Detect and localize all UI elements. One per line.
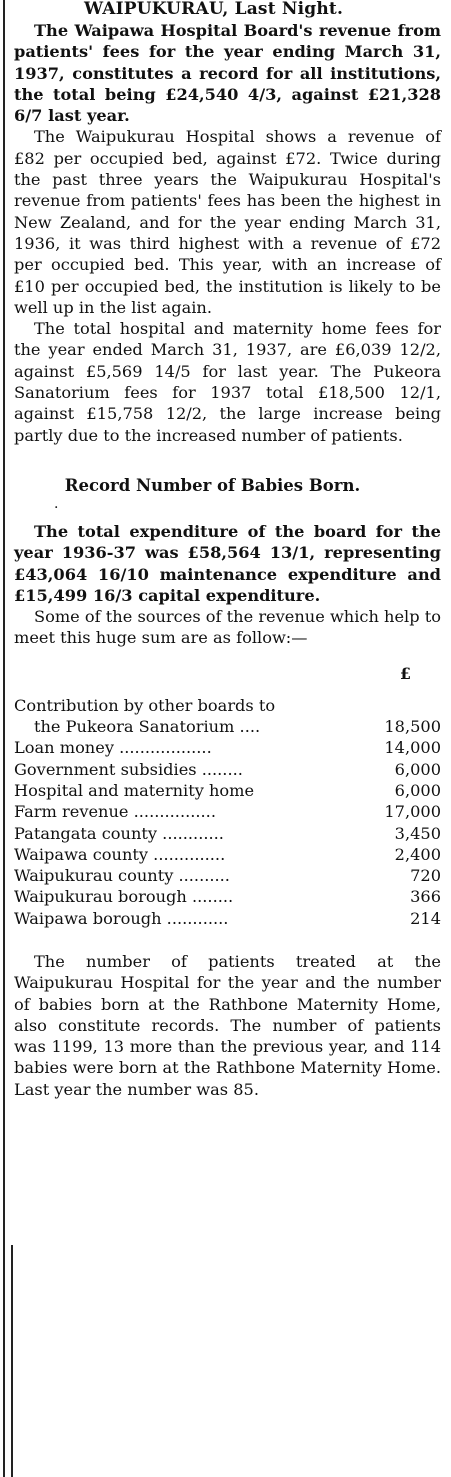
currency-heading: £ — [399, 663, 411, 683]
revenue-source-label: Contribution by other boards to — [14, 695, 276, 715]
revenue-source-label: Loan money .................. — [14, 738, 212, 758]
revenue-amount: 17,000 — [384, 802, 441, 822]
revenue-amount: 6,000 — [394, 759, 441, 779]
paragraph-fees: The total hospital and maternity home fees for the year ended March 31, 1937, are £6,039 12/2, against £5,569 14/5 for last year. The Pukeora Sanatorium fees for 1937 total £18,500 12/1, against £15,758 12/2, the large increase being partly due to the increased number of patients. — [14, 319, 441, 445]
paragraph-sources: Some of the sources of the revenue which help to meet this huge sum are as follow:— — [14, 607, 441, 648]
revenue-row — [14, 886, 441, 907]
spacer — [14, 929, 441, 951]
column-rule-upper — [3, 0, 5, 1477]
revenue-amount — [367, 695, 441, 716]
revenue-row — [14, 695, 441, 716]
revenue-amount: 720 — [410, 866, 441, 886]
dateline: WAIPUKURAU, Last Night. — [84, 0, 344, 19]
revenue-amount: 6,000 — [394, 780, 441, 800]
news-column — [14, 0, 441, 1100]
revenue-source-label: Government subsidies ........ — [14, 759, 243, 779]
revenue-source-label: Waipukurau borough ........ — [14, 887, 234, 907]
revenue-amount: 366 — [410, 887, 441, 907]
revenue-amount: 14,000 — [384, 738, 441, 758]
revenue-row — [14, 780, 441, 801]
paragraph-expenditure: The total expenditure of the board for the year 1936-37 was £58,564 13/1, representing £43,064 16/10 maintenance expenditure and £15,499 16/3 capital expenditure. — [14, 521, 441, 605]
revenue-row — [14, 716, 441, 737]
revenue-source-label: Waipawa county .............. — [14, 844, 226, 864]
revenue-source-label: Hospital and maternity home — [14, 780, 255, 800]
subheading: Record Number of Babies Born. — [64, 475, 361, 495]
lead-paragraph: The Waipawa Hospital Board's revenue from patients' fees for the year ending March 31, 1937, constitutes a record for all institutions, the total being £24,540 4/3, against £21,328 6/7 last year. — [14, 21, 441, 126]
revenue-row — [14, 801, 441, 822]
revenue-source-label: Waipukurau county .......... — [14, 866, 230, 886]
revenue-amount: 214 — [410, 908, 441, 928]
revenue-table — [14, 695, 441, 929]
revenue-source-label: Waipawa borough ............ — [14, 908, 229, 928]
revenue-source-label: Patangata county ............ — [14, 823, 224, 843]
revenue-amount: 3,450 — [394, 823, 441, 843]
revenue-row — [14, 844, 441, 865]
print-speck: · — [54, 499, 59, 516]
revenue-source-label: Farm revenue ................ — [14, 802, 216, 822]
paragraph-records: The number of patients treated at the Waipukurau Hospital for the year and the number of babies born at the Rathbone Maternity Home, also constitute records. The number of patients was 1199, 13 more than the previous year, and 114 babies were born at the Rathbone Maternity Home. Last year the number was 85. — [14, 951, 441, 1099]
revenue-row — [14, 823, 441, 844]
revenue-row — [14, 737, 441, 758]
revenue-row — [14, 865, 441, 886]
revenue-row — [14, 908, 441, 929]
revenue-amount: 2,400 — [394, 844, 441, 864]
revenue-amount: 18,500 — [384, 717, 441, 737]
revenue-row — [14, 759, 441, 780]
column-rule-lower — [11, 1245, 13, 1477]
revenue-source-label: the Pukeora Sanatorium .... — [34, 717, 261, 737]
paragraph-bed-revenue: The Waipukurau Hospital shows a revenue of £82 per occupied bed, against £72. Twice during the past three years the Waipukurau Hospital's revenue from patients' fees has been the highest in New Zealand, and for the year ending March 31, 1936, it was third highest with a revenue of £72 per occupied bed. This year, with an increase of £10 per occupied bed, the institution is likely to be well up in the list again. — [14, 127, 441, 317]
